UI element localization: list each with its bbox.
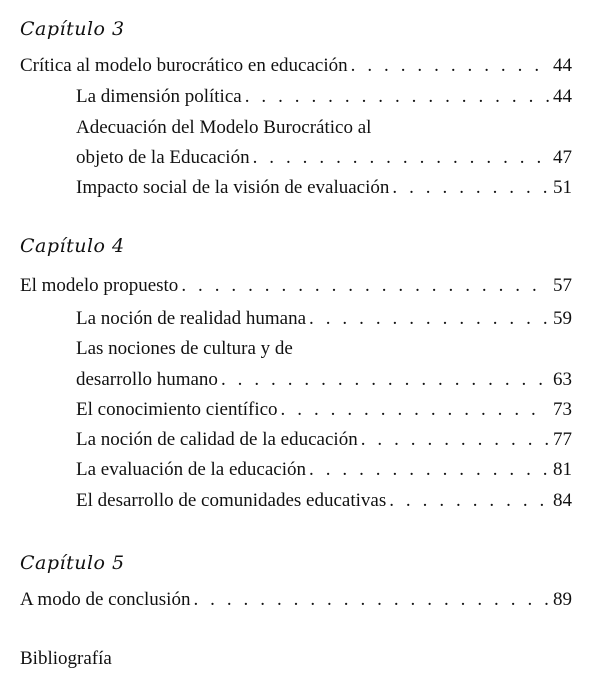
dot-leader	[309, 456, 549, 484]
dot-leader	[309, 305, 549, 333]
dot-leader	[245, 83, 549, 111]
page-number: 57	[553, 275, 572, 296]
dot-leader	[181, 272, 549, 300]
toc-entry[interactable]	[20, 52, 572, 80]
entry-title: La dimensión política	[76, 86, 242, 107]
page-number: 63	[553, 369, 572, 390]
entry-title-line1: Las nociones de cultura y de	[76, 338, 293, 359]
dot-leader	[389, 487, 549, 515]
entry-title: A modo de conclusión	[20, 589, 191, 610]
page-number: 73	[553, 399, 572, 420]
entry-title: La evaluación de la educación	[76, 459, 306, 480]
entry-title: El conocimiento científico	[76, 399, 278, 420]
entry-title: objeto de la Educación	[76, 147, 250, 168]
entry-title: Crítica al modelo burocrático en educación	[20, 55, 348, 76]
entry-title: desarrollo humano	[76, 369, 218, 390]
dot-leader	[221, 366, 549, 394]
toc-entry[interactable]	[76, 174, 572, 202]
toc-entry[interactable]	[76, 426, 572, 454]
dot-leader	[351, 52, 549, 80]
page-number: 44	[553, 86, 572, 107]
dot-leader	[193, 586, 549, 614]
page-number: 51	[553, 177, 572, 198]
entry-title: La noción de calidad de la educación	[76, 429, 358, 450]
dot-leader	[253, 144, 549, 172]
chapter-heading: Capítulo 4	[20, 235, 125, 257]
page-number: 89	[553, 589, 572, 610]
page-number: 59	[553, 308, 572, 329]
dot-leader	[392, 174, 549, 202]
toc-entry[interactable]	[76, 456, 572, 484]
page-number: 81	[553, 459, 572, 480]
chapter-heading: Capítulo 3	[20, 18, 125, 40]
entry-title: Impacto social de la visión de evaluación	[76, 177, 390, 198]
toc-entry[interactable]	[76, 366, 572, 394]
page-number: 44	[553, 55, 572, 76]
toc-entry[interactable]	[76, 305, 572, 333]
page-number: 77	[553, 429, 572, 450]
entry-title: El desarrollo de comunidades educativas	[76, 490, 387, 511]
page-number: 47	[553, 147, 572, 168]
entry-title: El modelo propuesto	[20, 275, 179, 296]
dot-leader	[281, 396, 549, 424]
toc-entry[interactable]	[20, 272, 572, 300]
toc-entry[interactable]	[76, 83, 572, 111]
entry-title: La noción de realidad humana	[76, 308, 307, 329]
dot-leader	[361, 426, 549, 454]
toc-entry[interactable]	[76, 144, 572, 172]
toc-entry[interactable]	[20, 586, 572, 614]
chapter-heading: Capítulo 5	[20, 552, 125, 574]
entry-title-line1: Adecuación del Modelo Burocrático al	[76, 117, 372, 138]
bibliography-entry[interactable]: Bibliografía	[20, 648, 112, 669]
toc-entry[interactable]	[76, 487, 572, 515]
toc-entry[interactable]	[76, 396, 572, 424]
page-number: 84	[553, 490, 572, 511]
